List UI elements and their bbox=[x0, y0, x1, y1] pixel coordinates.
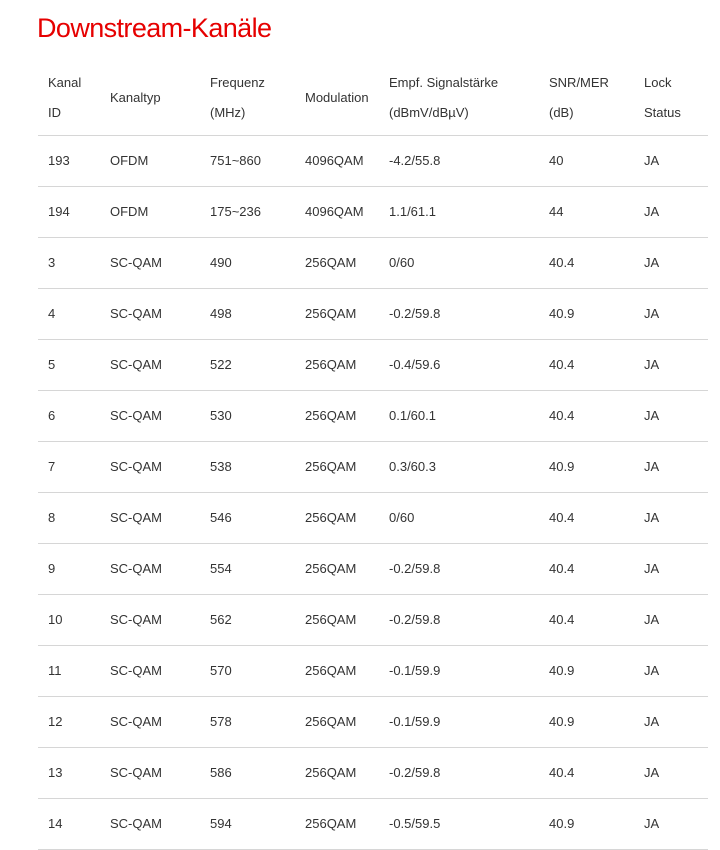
cell-frequency: 522 bbox=[200, 339, 295, 390]
cell-channel-type: SC-QAM bbox=[100, 492, 200, 543]
cell-snr-mer: 40.4 bbox=[539, 390, 634, 441]
cell-channel-id: 6 bbox=[38, 390, 100, 441]
cell-snr-mer: 40.4 bbox=[539, 339, 634, 390]
cell-modulation: 256QAM bbox=[295, 747, 379, 798]
cell-channel-type: SC-QAM bbox=[100, 237, 200, 288]
table-row bbox=[38, 441, 708, 492]
cell-frequency: 562 bbox=[200, 594, 295, 645]
cell-lock-status: JA bbox=[634, 798, 708, 849]
cell-modulation: 256QAM bbox=[295, 594, 379, 645]
cell-channel-id: 8 bbox=[38, 492, 100, 543]
cell-signal-strength: -0.2/59.8 bbox=[379, 543, 539, 594]
cell-frequency: 498 bbox=[200, 288, 295, 339]
table-row bbox=[38, 696, 708, 747]
cell-channel-id: 193 bbox=[38, 135, 100, 186]
cell-frequency: 554 bbox=[200, 543, 295, 594]
cell-channel-id: 12 bbox=[38, 696, 100, 747]
cell-signal-strength: -0.5/59.5 bbox=[379, 798, 539, 849]
cell-snr-mer: 40.9 bbox=[539, 798, 634, 849]
cell-channel-id: 5 bbox=[38, 339, 100, 390]
cell-channel-type: SC-QAM bbox=[100, 798, 200, 849]
header-sublabel: ID bbox=[48, 104, 61, 120]
cell-lock-status: JA bbox=[634, 237, 708, 288]
header-row bbox=[38, 61, 708, 135]
table-row bbox=[38, 645, 708, 696]
cell-signal-strength: -0.2/59.8 bbox=[379, 747, 539, 798]
cell-modulation: 256QAM bbox=[295, 441, 379, 492]
table-row bbox=[38, 237, 708, 288]
cell-frequency: 490 bbox=[200, 237, 295, 288]
cell-frequency: 175~236 bbox=[200, 186, 295, 237]
cell-frequency: 546 bbox=[200, 492, 295, 543]
cell-channel-type: SC-QAM bbox=[100, 441, 200, 492]
cell-modulation: 4096QAM bbox=[295, 186, 379, 237]
cell-signal-strength: -0.2/59.8 bbox=[379, 594, 539, 645]
cell-channel-type: SC-QAM bbox=[100, 339, 200, 390]
table-row bbox=[38, 135, 708, 186]
cell-channel-id: 4 bbox=[38, 288, 100, 339]
cell-snr-mer: 40.4 bbox=[539, 594, 634, 645]
cell-lock-status: JA bbox=[634, 696, 708, 747]
header-frequency bbox=[200, 61, 295, 135]
cell-frequency: 530 bbox=[200, 390, 295, 441]
cell-lock-status: JA bbox=[634, 390, 708, 441]
cell-lock-status: JA bbox=[634, 288, 708, 339]
cell-snr-mer: 44 bbox=[539, 186, 634, 237]
cell-channel-id: 7 bbox=[38, 441, 100, 492]
header-label: Modulation bbox=[305, 89, 369, 105]
header-label: Empf. Signalstärke bbox=[389, 74, 499, 90]
cell-signal-strength: -4.2/55.8 bbox=[379, 135, 539, 186]
cell-frequency: 538 bbox=[200, 441, 295, 492]
cell-channel-type: OFDM bbox=[100, 186, 200, 237]
header-label: Frequenz bbox=[210, 74, 265, 90]
cell-snr-mer: 40.9 bbox=[539, 696, 634, 747]
cell-snr-mer: 40.4 bbox=[539, 747, 634, 798]
cell-snr-mer: 40.4 bbox=[539, 237, 634, 288]
header-lock-status bbox=[634, 61, 708, 135]
cell-channel-type: SC-QAM bbox=[100, 543, 200, 594]
cell-signal-strength: 0/60 bbox=[379, 492, 539, 543]
header-label: SNR/MER bbox=[549, 74, 609, 90]
header-label: Lock bbox=[644, 74, 672, 90]
cell-channel-type: OFDM bbox=[100, 135, 200, 186]
cell-lock-status: JA bbox=[634, 492, 708, 543]
cell-modulation: 4096QAM bbox=[295, 135, 379, 186]
cell-channel-id: 11 bbox=[38, 645, 100, 696]
cell-snr-mer: 40 bbox=[539, 135, 634, 186]
cell-modulation: 256QAM bbox=[295, 390, 379, 441]
cell-snr-mer: 40.4 bbox=[539, 492, 634, 543]
cell-modulation: 256QAM bbox=[295, 645, 379, 696]
cell-lock-status: JA bbox=[634, 441, 708, 492]
cell-snr-mer: 40.9 bbox=[539, 441, 634, 492]
table-row bbox=[38, 492, 708, 543]
table-row bbox=[38, 390, 708, 441]
table-row bbox=[38, 186, 708, 237]
cell-channel-type: SC-QAM bbox=[100, 288, 200, 339]
table-body bbox=[38, 135, 708, 849]
cell-signal-strength: -0.4/59.6 bbox=[379, 339, 539, 390]
header-sublabel: (dBmV/dBµV) bbox=[389, 104, 469, 120]
header-sublabel: (dB) bbox=[549, 104, 574, 120]
header-channel-type bbox=[100, 61, 200, 135]
header-channel-id bbox=[38, 61, 100, 135]
cell-lock-status: JA bbox=[634, 543, 708, 594]
cell-frequency: 751~860 bbox=[200, 135, 295, 186]
header-modulation bbox=[295, 61, 379, 135]
cell-lock-status: JA bbox=[634, 645, 708, 696]
cell-signal-strength: -0.1/59.9 bbox=[379, 696, 539, 747]
cell-channel-id: 10 bbox=[38, 594, 100, 645]
cell-lock-status: JA bbox=[634, 594, 708, 645]
header-sublabel: (MHz) bbox=[210, 104, 246, 120]
header-label: Kanal bbox=[48, 74, 82, 90]
cell-channel-id: 194 bbox=[38, 186, 100, 237]
page-title: Downstream-Kanäle bbox=[37, 13, 272, 43]
header-snr-mer bbox=[539, 61, 634, 135]
cell-channel-type: SC-QAM bbox=[100, 390, 200, 441]
cell-snr-mer: 40.9 bbox=[539, 645, 634, 696]
table-row bbox=[38, 747, 708, 798]
cell-signal-strength: 0.1/60.1 bbox=[379, 390, 539, 441]
cell-lock-status: JA bbox=[634, 186, 708, 237]
header-label: Kanaltyp bbox=[110, 89, 161, 105]
table-row bbox=[38, 798, 708, 849]
cell-channel-id: 3 bbox=[38, 237, 100, 288]
cell-channel-id: 13 bbox=[38, 747, 100, 798]
table-row bbox=[38, 288, 708, 339]
cell-signal-strength: 0.3/60.3 bbox=[379, 441, 539, 492]
cell-modulation: 256QAM bbox=[295, 543, 379, 594]
cell-frequency: 586 bbox=[200, 747, 295, 798]
cell-snr-mer: 40.9 bbox=[539, 288, 634, 339]
cell-channel-type: SC-QAM bbox=[100, 747, 200, 798]
cell-frequency: 578 bbox=[200, 696, 295, 747]
cell-channel-type: SC-QAM bbox=[100, 696, 200, 747]
downstream-channels-table bbox=[38, 61, 708, 850]
cell-signal-strength: -0.1/59.9 bbox=[379, 645, 539, 696]
cell-signal-strength: 0/60 bbox=[379, 237, 539, 288]
cell-modulation: 256QAM bbox=[295, 288, 379, 339]
cell-channel-type: SC-QAM bbox=[100, 645, 200, 696]
cell-signal-strength: -0.2/59.8 bbox=[379, 288, 539, 339]
header-sublabel: Status bbox=[644, 104, 681, 120]
cell-frequency: 570 bbox=[200, 645, 295, 696]
cell-channel-type: SC-QAM bbox=[100, 594, 200, 645]
cell-snr-mer: 40.4 bbox=[539, 543, 634, 594]
cell-modulation: 256QAM bbox=[295, 798, 379, 849]
cell-channel-id: 14 bbox=[38, 798, 100, 849]
cell-modulation: 256QAM bbox=[295, 237, 379, 288]
header-signal-strength bbox=[379, 61, 539, 135]
cell-lock-status: JA bbox=[634, 339, 708, 390]
table-header bbox=[38, 61, 708, 135]
cell-modulation: 256QAM bbox=[295, 339, 379, 390]
table-row bbox=[38, 543, 708, 594]
cell-lock-status: JA bbox=[634, 747, 708, 798]
cell-frequency: 594 bbox=[200, 798, 295, 849]
cell-signal-strength: 1.1/61.1 bbox=[379, 186, 539, 237]
table-row bbox=[38, 339, 708, 390]
cell-modulation: 256QAM bbox=[295, 492, 379, 543]
cell-channel-id: 9 bbox=[38, 543, 100, 594]
cell-modulation: 256QAM bbox=[295, 696, 379, 747]
cell-lock-status: JA bbox=[634, 135, 708, 186]
table-row bbox=[38, 594, 708, 645]
